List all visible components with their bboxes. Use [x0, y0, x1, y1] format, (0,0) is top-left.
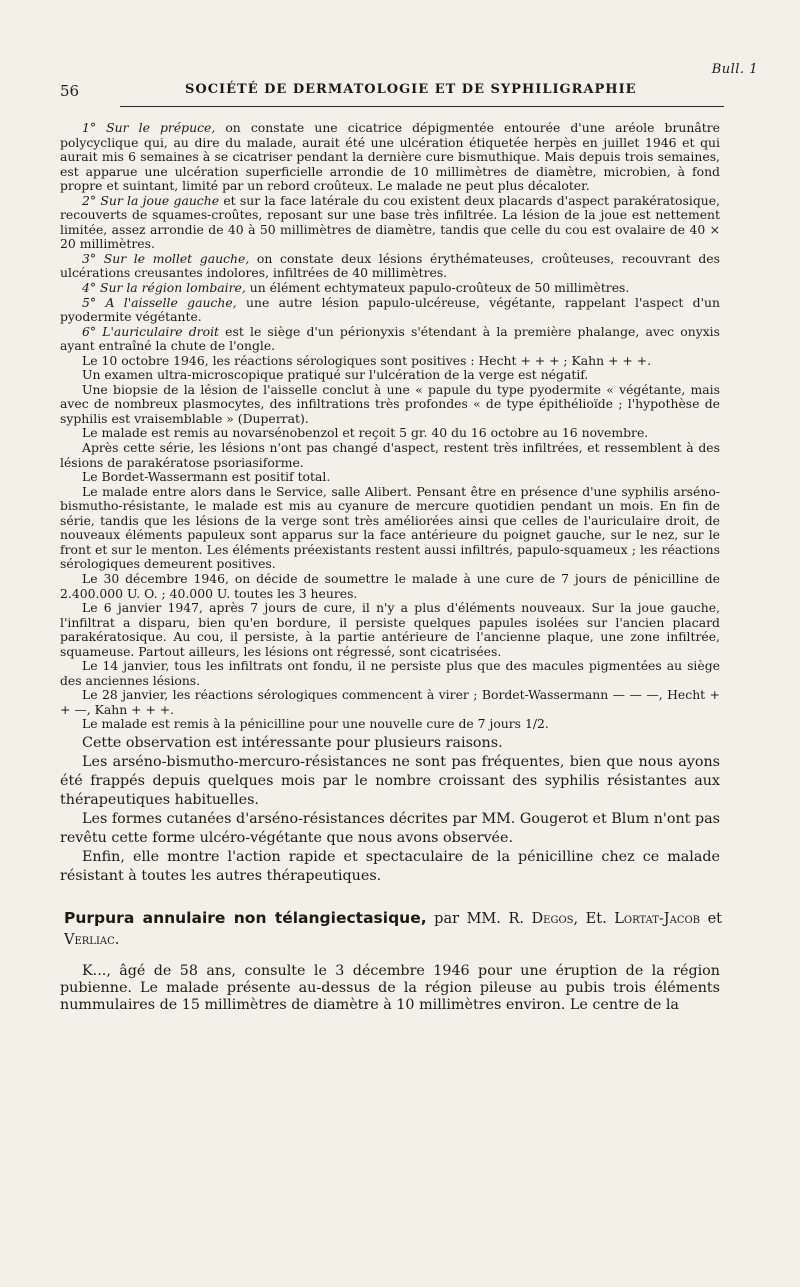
lesion-site-label: 6° L'auriculaire droit — [82, 323, 220, 339]
journal-page — [60, 60, 758, 1014]
observation-paragraph — [60, 441, 720, 470]
author-lortat-jacob: Lortat-Jacob — [614, 910, 701, 927]
paragraph-text: Le 28 janvier, les réactions sérologiques commencent à virer ; Bordet-Wassermann — — —, Hecht + + —, Kahn + + +. — [60, 687, 720, 717]
author-degos: Degos — [531, 910, 574, 927]
paragraph-text: un élément echtymateux papulo-croûteux de 50 millimètres. — [245, 280, 630, 296]
observation-paragraph — [60, 659, 720, 688]
paragraph-text: Le malade est remis au novarsénobenzol et reçoit 5 gr. 40 du 16 octobre au 16 novembre. — [82, 425, 649, 441]
observation-paragraph — [60, 325, 720, 354]
observation-paragraph — [60, 572, 720, 601]
paragraph-text: Le Bordet-Wassermann est positif total. — [82, 469, 331, 485]
lesion-site-label: 2° Sur la joue gauche — [82, 192, 220, 208]
paragraph-text: Le malade entre alors dans le Service, salle Alibert. Pensant être en présence d'une syphilis arséno-bismutho-résistante, le malade est mis au cyanure de mercure quotidien pendant un mois. En fin de série, tandis que les lésions de la verge sont très améliorées ainsi que celles de l'auriculaire droit, de nouveaux éléments papuleux sont apparus sur la face antérieure du poignet gauche, sur le nez, sur le front et sur le menton. Les éléments préexistants restent aussi infiltrés, papulo-squameux ; les réactions sérologiques demeurent positives. — [60, 483, 720, 572]
paragraph-text: on constate une cicatrice dépigmentée entourée d'une aréole brunâtre polycyclique qui, au dire du malade, aurait été une ulcération étiquetée herpès en juillet 1946 et qui aurait mis 6 semaines à se cicatriser pendant la dernière cure bismuthique. Mais depuis trois semaines, est apparue une ulcération superficielle arrondie de 10 millimètres de diamètre, microbien, à fond propre et suintant, limité par un rebord croûteux. Le malade ne peut plus décaloter. — [60, 120, 720, 194]
running-head — [60, 60, 758, 106]
next-article-title — [64, 908, 722, 951]
bulletin-number: Bull. 1 — [711, 62, 758, 77]
paragraph-text: Le malade est remis à la pénicilline pour une nouvelle cure de 7 jours 1/2. — [82, 716, 549, 732]
paragraph-text: Un examen ultra-microscopique pratiqué sur l'ulcération de la verge est négatif. — [82, 367, 589, 383]
author-verliac: Verliac — [64, 931, 115, 948]
observation-paragraph — [60, 354, 720, 369]
observation-paragraph — [60, 470, 720, 485]
paragraph-text: on constate deux lésions érythémateuses, croûteuses, recouvrant des ulcérations creusantes indolores, infiltrées de 40 millimètres. — [60, 250, 720, 281]
case-discussion — [60, 734, 720, 886]
paragraph-text: Le 30 décembre 1946, on décide de soumettre le malade à une cure de 7 jours de pénicilline de 2.400.000 U. O. ; 40.000 U. toutes les 3 heures. — [60, 570, 720, 601]
observation-paragraph — [60, 601, 720, 659]
discussion-paragraph: Cette observation est intéressante pour plusieurs raisons. — [82, 734, 503, 751]
authors-sep1: , Et. — [573, 910, 615, 927]
observation-paragraph — [60, 252, 720, 281]
authors-prefix: par MM. R. — [426, 910, 532, 927]
discussion-paragraph: Enfin, elle montre l'action rapide et spectaculaire de la pénicilline chez ce malade résistant à toutes les autres thérapeutiques. — [60, 848, 720, 884]
observation-paragraph — [60, 383, 720, 427]
authors-sep2: et — [700, 910, 722, 927]
observation-paragraph — [60, 426, 720, 441]
paragraph-text: Une biopsie de la lésion de l'aisselle conclut à une « papule du type pyodermite « végétante, mais avec de nombreux plasmocytes, des infiltrations très profondes « de type épithélioïde ; l'hypothèse de syphilis est vraisemblable » (Duperrat). — [60, 381, 720, 426]
observation-paragraph — [60, 121, 720, 194]
observation-paragraph — [60, 688, 720, 717]
header-rule — [120, 106, 724, 107]
paragraph-text: une autre lésion papulo-ulcéreuse, végétante, rappelant l'aspect d'un pyodermite végétante. — [60, 294, 720, 325]
journal-title: SOCIÉTÉ DE DERMATOLOGIE ET DE SYPHILIGRAPHIE — [185, 82, 637, 97]
lesion-site-label: 5° A l'aisselle gauche, — [82, 294, 237, 310]
observation-paragraph — [60, 281, 720, 296]
observation-paragraph — [60, 194, 720, 252]
observation-paragraph — [60, 485, 720, 572]
observation-paragraph — [60, 296, 720, 325]
paragraph-text: Le 14 janvier, tous les infiltrats ont fondu, il ne persiste plus que des macules pigmentées au siège des anciennes lésions. — [60, 658, 720, 688]
paragraph-text: et sur la face latérale du cou existent deux placards d'aspect parakératosique, recouverts de squames-croûtes, reposant sur une base très infiltrée. La lésion de la joue est nettement limitée, assez arrondie de 40 à 50 millimètres de diamètre, tandis que celle du cou est ovalaire de 40 × 20 millimètres. — [60, 192, 721, 252]
lesion-site-label: 1° Sur le prépuce, — [82, 120, 216, 135]
lesion-site-label: 3° Sur le mollet gauche, — [82, 250, 250, 266]
article-heading: Purpura annulaire non télangiectasique, — [64, 908, 427, 927]
paragraph-text: Après cette série, les lésions n'ont pas changé d'aspect, restent très infiltrées, et ressemblent à des lésions de parakératose psoriasiforme. — [60, 440, 720, 470]
next-article-paragraph: K..., âgé de 58 ans, consulte le 3 décembre 1946 pour une éruption de la région pubienne. Le malade présente au-dessus de la région pileuse au pubis trois éléments nummulaires de 15 millimètres de diamètre à 10 millimètres environ. Le centre de la — [60, 962, 720, 1013]
case-observations — [60, 121, 720, 732]
page-number: 56 — [60, 82, 80, 100]
observation-paragraph — [60, 717, 720, 732]
paragraph-text: Le 10 octobre 1946, les réactions sérologiques sont positives : Hecht + + + ; Kahn + + +. — [82, 352, 652, 368]
paragraph-text: est le siège d'un périonyxis s'étendant à la première phalange, avec onyxis ayant entraîné la chute de l'ongle. — [60, 323, 721, 354]
discussion-paragraph: Les arséno-bismutho-mercuro-résistances ne sont pas fréquentes, bien que nous ayons été frappés depuis quelques mois par le nombre croissant des syphilis résistantes aux thérapeutiques habituelles. — [60, 753, 720, 808]
lesion-site-label: 4° Sur la région lombaire, — [82, 280, 246, 296]
observation-paragraph — [60, 368, 720, 383]
next-article-body — [60, 963, 720, 1014]
discussion-paragraph: Les formes cutanées d'arséno-résistances décrites par MM. Gougerot et Blum n'ont pas revêtu cette forme ulcéro-végétante que nous avons observée. — [60, 810, 720, 846]
authors-end: . — [114, 931, 120, 948]
paragraph-text: Le 6 janvier 1947, après 7 jours de cure, il n'y a plus d'éléments nouveaux. Sur la joue gauche, l'infiltrat a disparu, bien qu'en bordure, il persiste quelques papules isolées sur l'ancien placard parakératosique. Au cou, il persiste, à la partie antérieure de l'ancienne plaque, une zone infiltrée, squameuse. Partout ailleurs, les lésions ont régressé, sont cicatrisées. — [60, 600, 720, 659]
